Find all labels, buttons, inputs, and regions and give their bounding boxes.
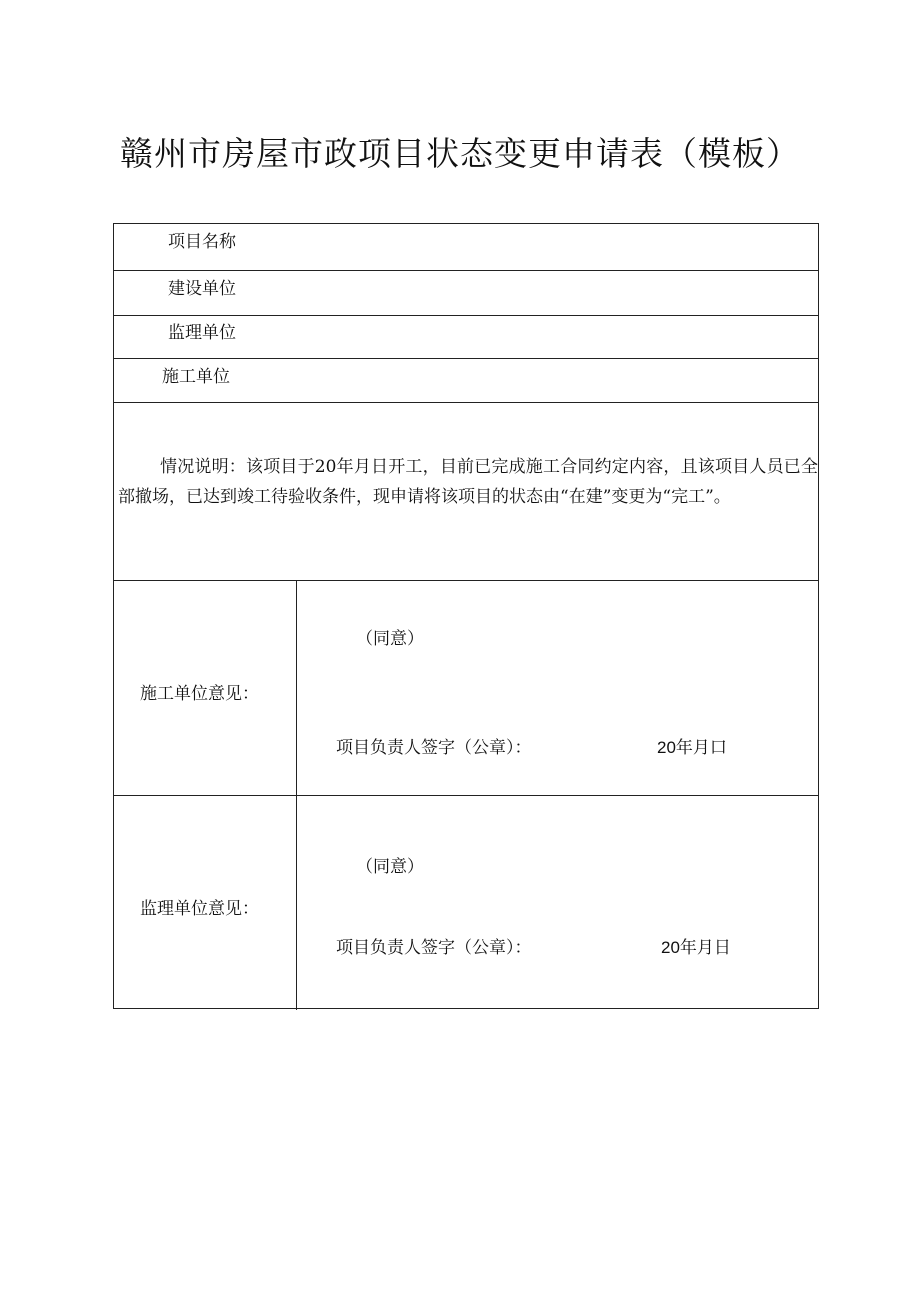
- page-title: 赣州市房屋市政项目状态变更申请表（模板）: [120, 134, 800, 173]
- supervision-opinion-label: 监理单位意见：: [140, 899, 259, 919]
- row-divider: [114, 580, 818, 581]
- situation-description: 情况说明：该项目于20年月日开工，目前已完成施工合同约定内容，且该项目人员已全部撤场，已达到竣工待验收条件，现申请将该项目的状态由“在建”变更为“完工”。: [118, 457, 818, 507]
- construction-unit-label: 建设单位: [168, 279, 236, 299]
- supervision-agree-text: （同意）: [356, 857, 424, 877]
- contractor-unit-label: 施工单位: [162, 367, 230, 387]
- column-divider: [296, 580, 297, 1010]
- row-divider: [114, 270, 818, 271]
- contractor-opinion-label: 施工单位意见：: [140, 684, 259, 704]
- supervision-signature-label: 项目负责人签字（公章）：: [336, 938, 532, 958]
- row-divider: [114, 358, 818, 359]
- supervision-date: 20年月日: [661, 938, 731, 957]
- project-name-label: 项目名称: [168, 232, 236, 252]
- row-divider: [114, 795, 818, 796]
- supervision-unit-label: 监理单位: [168, 323, 236, 343]
- row-divider: [114, 402, 818, 403]
- contractor-date: 20年月口: [657, 738, 727, 757]
- contractor-agree-text: （同意）: [356, 629, 424, 649]
- contractor-signature-label: 项目负责人签字（公章）：: [336, 738, 532, 758]
- row-divider: [114, 315, 818, 316]
- application-form: [113, 223, 819, 1009]
